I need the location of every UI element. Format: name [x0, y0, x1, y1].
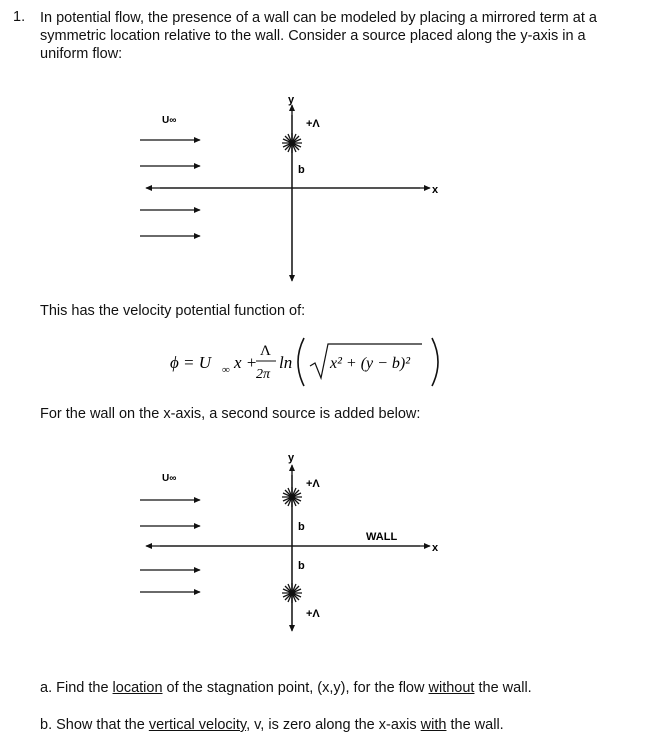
svg-text:2π: 2π [256, 367, 271, 382]
velocity-potential-equation [170, 330, 500, 390]
x-axis-label: x [432, 542, 439, 554]
question-b: b. Show that the vertical velocity, v, is zero along the x-axis with the wall. [40, 717, 504, 733]
y-axis-label: y [288, 94, 295, 106]
wall-text: For the wall on the x-axis, a second source is added below: [40, 406, 421, 422]
wall-label: WALL [366, 531, 398, 543]
source-strength-label: +Λ [306, 118, 320, 130]
source-bottom-strength-label: +Λ [306, 608, 320, 620]
question-a: a. Find the location of the stagnation point, (x,y), for the flow without the wall. [40, 680, 532, 696]
distance-b-bottom-label: b [298, 560, 305, 572]
diagram-source-no-wall [120, 85, 460, 285]
y-axis-label: y [288, 452, 295, 464]
svg-text:x² + (y − b)²: x² + (y − b)² [330, 355, 411, 372]
svg-text:x +: x + [234, 353, 258, 372]
problem-number: 1. [13, 9, 26, 25]
distance-b-top-label: b [298, 521, 305, 533]
velocity-potential-text: This has the velocity potential function of: [40, 303, 306, 319]
u-inf-label: U∞ [162, 473, 177, 484]
source-star-icon [282, 133, 302, 153]
source-star-top-icon [282, 487, 302, 507]
x-axis-label: x [432, 184, 439, 196]
u-inf-label: U∞ [162, 115, 177, 126]
source-top-strength-label: +Λ [306, 478, 320, 490]
distance-b-label: b [298, 164, 305, 176]
svg-text:ϕ = U: ϕ = U [170, 353, 212, 372]
problem-intro: In potential flow, the presence of a wall can be modeled by placing a mirrored term at a symmetric location relative to the wall. Consider a source placed along the y-axis in a uniform flow: [40, 10, 597, 62]
diagram-source-with-wall [120, 445, 460, 645]
svg-text:Λ: Λ [260, 343, 271, 359]
svg-text:ln: ln [279, 353, 293, 372]
svg-text:∞: ∞ [222, 364, 230, 376]
source-star-bottom-icon [282, 583, 302, 603]
